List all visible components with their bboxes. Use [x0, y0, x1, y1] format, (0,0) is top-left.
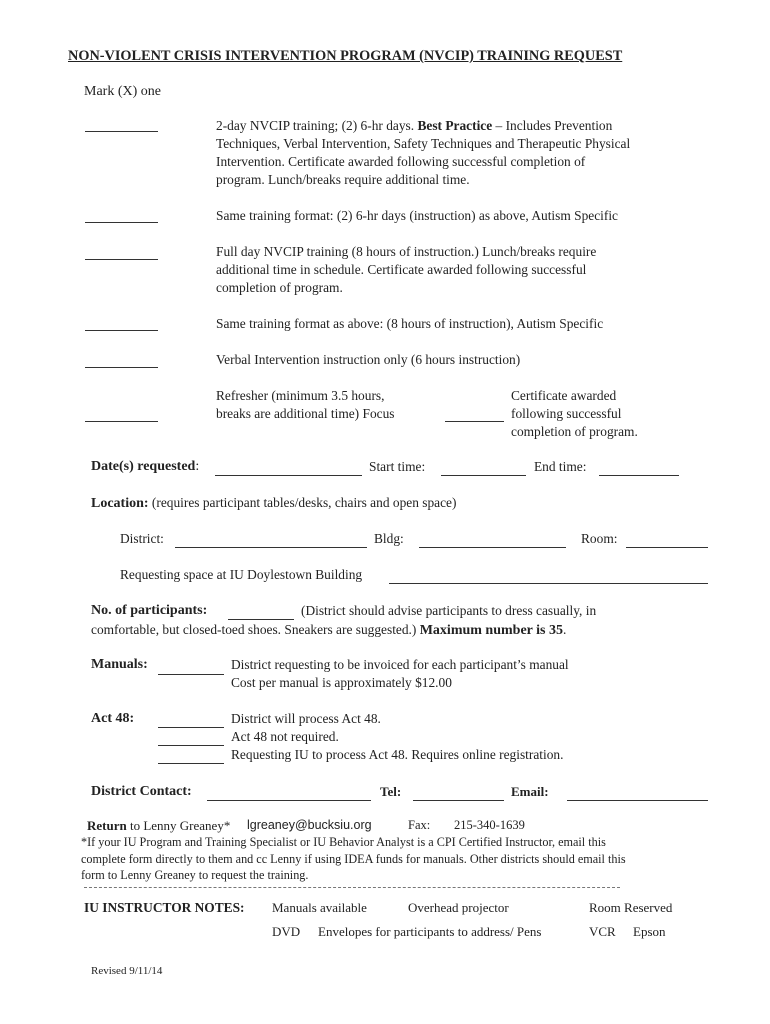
vcr: VCR	[589, 924, 616, 939]
bldg-label: Bldg:	[374, 531, 404, 546]
participants-label: No. of participants:	[91, 603, 208, 618]
option-4-text: Same training format as above: (8 hours of instruction), Autism Specific	[216, 316, 604, 331]
page-title: NON-VIOLENT CRISIS INTERVENTION PROGRAM (NVCIP) TRAINING REQUEST	[68, 48, 623, 64]
revised-date: Revised 9/11/14	[91, 965, 163, 977]
email-field[interactable]	[567, 800, 708, 801]
district-field[interactable]	[175, 547, 367, 548]
option-3-blank[interactable]	[85, 259, 158, 260]
act48-options: District will process Act 48. Act 48 not required. Requesting IU to process Act 48. Requires online registration.	[231, 711, 564, 762]
option-1-blank[interactable]	[85, 131, 158, 132]
fax-number: 215-340-1639	[454, 818, 525, 832]
epson: Epson	[633, 924, 666, 939]
option-3-text: Full day NVCIP training (8 hours of instruction.) Lunch/breaks require additional time in schedule. Certificate awarded following successful completion of program.	[216, 244, 597, 295]
tel-label: Tel:	[380, 784, 402, 799]
overhead-projector: Overhead projector	[408, 900, 509, 915]
certificate-text: Certificate awarded following successful completion of program.	[511, 388, 638, 439]
dates-label: Date(s) requested:	[91, 459, 200, 474]
return-note: *If your IU Program and Training Specialist or IU Behavior Analyst is a CPI Certified Instructor, email this complete form directly to them and cc Lenny if using IDEA funds for manuals. Other districts should email this form to Lenny Greaney to request the training.	[81, 835, 626, 882]
tel-field[interactable]	[413, 800, 504, 801]
manuals-field[interactable]	[158, 674, 224, 675]
end-time-field[interactable]	[599, 475, 679, 476]
end-time-label: End time:	[534, 459, 587, 474]
return-email[interactable]: lgreaney@bucksiu.org	[247, 818, 372, 832]
option-4-blank[interactable]	[85, 330, 158, 331]
room-field[interactable]	[626, 547, 708, 548]
manuals-text: District requesting to be invoiced for each participant’s manual Cost per manual is approximately $12.00	[231, 657, 569, 690]
option-6-blank[interactable]	[85, 421, 158, 422]
return-line: Return to Lenny Greaney*	[87, 818, 231, 833]
act48-blank-1[interactable]	[158, 727, 224, 728]
district-label: District:	[120, 531, 164, 546]
start-time-label: Start time:	[369, 459, 426, 474]
manuals-available: Manuals available	[272, 900, 367, 915]
location-label: Location: (requires participant tables/desks, chairs and open space)	[91, 495, 457, 511]
start-time-field[interactable]	[441, 475, 526, 476]
email-label: Email:	[511, 784, 549, 799]
option-5-blank[interactable]	[85, 367, 158, 368]
act48-blank-3[interactable]	[158, 763, 224, 764]
act48-blank-2[interactable]	[158, 745, 224, 746]
dvd: DVD	[272, 924, 301, 939]
option-2-blank[interactable]	[85, 222, 158, 223]
participants-note-2: comfortable, but closed-toed shoes. Sneakers are suggested.) Maximum number is 35.	[91, 622, 567, 638]
instructor-notes-label: IU INSTRUCTOR NOTES:	[84, 900, 245, 915]
district-contact-label: District Contact:	[91, 784, 192, 799]
dates-field[interactable]	[215, 475, 362, 476]
divider	[84, 887, 620, 888]
option-1-text: 2-day NVCIP training; (2) 6-hr days. Best Practice – Includes Prevention Techniques, Verbal Intervention, Safety Techniques and Therapeutic Physical Intervention. Certificate awarded following successful completion of program. Lunch/breaks require additional time.	[216, 118, 631, 187]
participants-field[interactable]	[228, 619, 294, 620]
iu-space-field[interactable]	[389, 583, 708, 584]
certificate-blank[interactable]	[445, 421, 504, 422]
fax-label: Fax:	[408, 818, 431, 832]
room-label: Room:	[581, 531, 618, 546]
iu-space-label: Requesting space at IU Doylestown Building	[120, 567, 363, 582]
manuals-label: Manuals:	[91, 657, 148, 672]
option-6-text: Refresher (minimum 3.5 hours, breaks are additional time) Focus	[216, 388, 395, 421]
bldg-field[interactable]	[419, 547, 566, 548]
option-2-text: Same training format: (2) 6-hr days (instruction) as above, Autism Specific	[216, 208, 618, 223]
act48-label: Act 48:	[91, 711, 135, 726]
option-5-text: Verbal Intervention instruction only (6 hours instruction)	[216, 352, 521, 367]
participants-note-1: (District should advise participants to dress casually, in	[301, 603, 597, 618]
room-reserved: Room Reserved	[589, 900, 673, 915]
envelopes: Envelopes for participants to address/ Pens	[318, 924, 542, 939]
mark-one-label: Mark (X) one	[84, 84, 161, 99]
district-contact-field[interactable]	[207, 800, 371, 801]
